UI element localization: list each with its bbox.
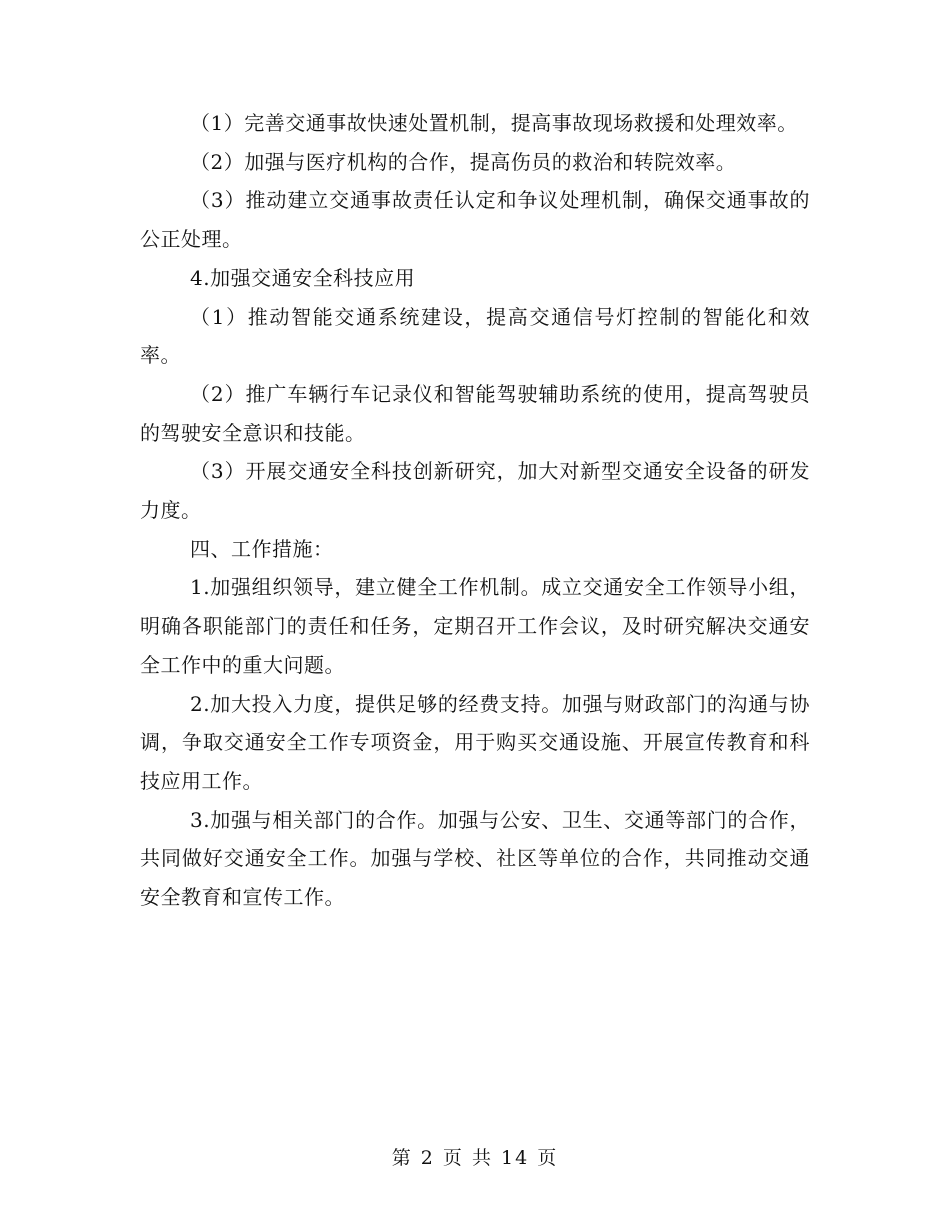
paragraph-4-2: （2）推广车辆行车记录仪和智能驾驶辅助系统的使用，提高驾驶员的驾驶安全意识和技能。 [140,381,810,445]
paragraph-2: （2）加强与医疗机构的合作，提高伤员的救治和转院效率。 [190,149,737,174]
measure-2: 2.加大投入力度，提供足够的经费支持。加强与财政部门的沟通与协调，争取交通安全工作专项资金，用于购买交通设施、开展宣传教育和科技应用工作。 [140,691,810,793]
paragraph-3: （3）推动建立交通事故责任认定和争议处理机制，确保交通事故的公正处理。 [140,188,810,252]
section-heading-measures: 四、工作措施： [190,536,334,561]
measure-1: 1.加强组织领导，建立健全工作机制。成立交通安全工作领导小组，明确各职能部门的责任和任务，定期召开工作会议，及时研究解决交通安全工作中的重大问题。 [140,575,810,677]
paragraph-1: （1）完善交通事故快速处置机制，提高事故现场救援和处理效率。 [190,111,798,135]
paragraph-4-1: （1）推动智能交通系统建设，提高交通信号灯控制的智能化和效率。 [140,304,810,368]
page-number-footer: 第 2 页 共 14 页 [391,1147,559,1169]
measure-3: 3.加强与相关部门的合作。加强与公安、卫生、交通等部门的合作，共同做好交通安全工作。加强与学校、社区等单位的合作，共同推动交通安全教育和宣传工作。 [140,807,810,910]
section-heading-4: 4.加强交通安全科技应用 [190,265,416,290]
document-body [140,104,810,917]
paragraph-4-3: （3）开展交通安全科技创新研究，加大对新型交通安全设备的研发力度。 [140,459,810,523]
